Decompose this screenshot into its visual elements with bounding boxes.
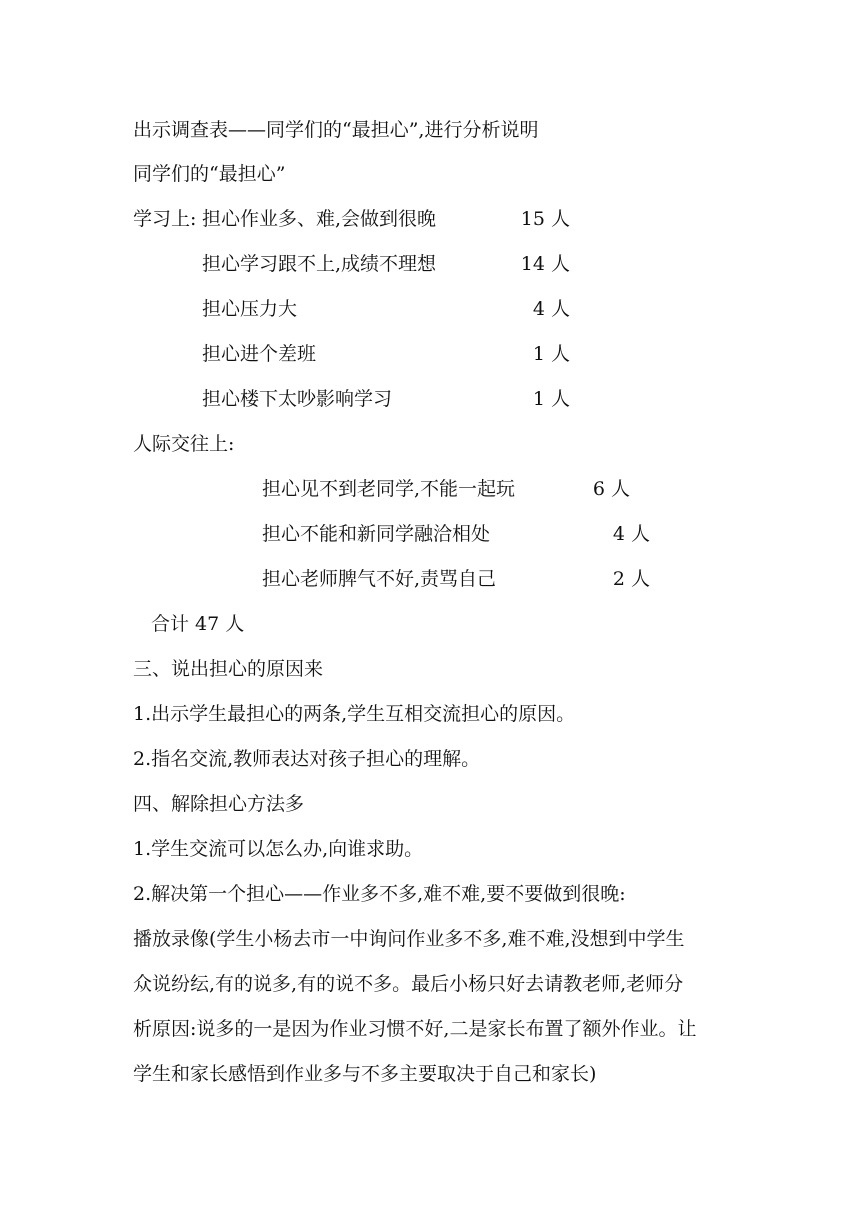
study-item-text: 担心压力大 xyxy=(202,298,298,320)
section4-paragraph: 2.解决第一个担心——作业多不多,难不难,要不要做到很晚: xyxy=(133,883,626,905)
social-item-text: 担心老师脾气不好,责骂自己 xyxy=(262,568,497,590)
section3-paragraph: 1.出示学生最担心的两条,学生互相交流担心的原因。 xyxy=(133,703,576,725)
study-item-count: 15 人 xyxy=(520,208,570,230)
study-item-count: 14 人 xyxy=(520,253,570,275)
section4-heading: 四、解除担心方法多 xyxy=(133,793,305,815)
social-item-count: 2 人 xyxy=(612,568,650,590)
section4-paragraph: 1.学生交流可以怎么办,向谁求助。 xyxy=(133,838,424,860)
total-count: 合计 47 人 xyxy=(151,613,245,635)
video-description-line: 众说纷纭,有的说多,有的说不多。最后小杨只好去请教老师,老师分 xyxy=(133,973,684,995)
social-item-count: 4 人 xyxy=(612,523,650,545)
video-description-line: 播放录像(学生小杨去市一中询问作业多不多,难不难,没想到中学生 xyxy=(133,928,685,950)
social-label: 人际交往上: xyxy=(133,433,235,455)
study-item-text: 担心楼下太吵影响学习 xyxy=(202,388,393,410)
study-item-text: 担心作业多、难,会做到很晚 xyxy=(202,208,437,230)
survey-intro: 出示调查表——同学们的“最担心”,进行分析说明 xyxy=(133,119,539,141)
study-label: 学习上: xyxy=(133,208,197,230)
study-item-text: 担心进个差班 xyxy=(202,343,317,365)
table-title: 同学们的“最担心” xyxy=(133,163,286,185)
video-description-line: 学生和家长感悟到作业多与不多主要取决于自己和家长) xyxy=(133,1063,597,1085)
section3-heading: 三、说出担心的原因来 xyxy=(133,658,324,680)
video-description-line: 析原因:说多的一是因为作业习惯不好,二是家长布置了额外作业。让 xyxy=(133,1018,697,1040)
study-item-count: 1 人 xyxy=(532,343,570,365)
social-item-text: 担心不能和新同学融洽相处 xyxy=(262,523,491,545)
study-item-text: 担心学习跟不上,成绩不理想 xyxy=(202,253,437,275)
study-item-count: 1 人 xyxy=(532,388,570,410)
study-item-count: 4 人 xyxy=(532,298,570,320)
section3-paragraph: 2.指名交流,教师表达对孩子担心的理解。 xyxy=(133,748,481,770)
social-item-text: 担心见不到老同学,不能一起玩 xyxy=(262,478,516,500)
social-item-count: 6 人 xyxy=(592,478,630,500)
